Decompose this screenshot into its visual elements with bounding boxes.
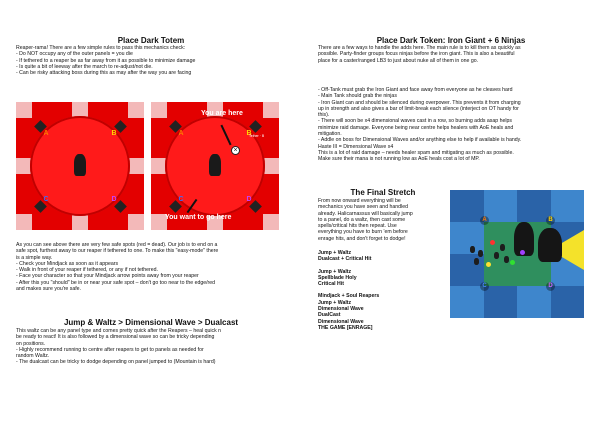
iron-giant-tips xyxy=(318,87,584,163)
tip-line: minimize raid damage. Everyone being near centre helps healers with AoE heals and xyxy=(318,124,514,131)
totem-explanation xyxy=(16,242,286,292)
rotation-step: Dimensional Wave xyxy=(318,306,364,313)
tip-line: - There will soon be x4 dimensional waves cast in a row, so burning adds asap helps xyxy=(318,118,512,125)
tip-line: Make sure their mana is not running low as AoE heals cost a lot of MP. xyxy=(318,156,480,163)
paragraph-line: spells/critical hits then repeat. Use xyxy=(318,223,397,230)
rule-item: - Is quite a bit of leeway after the march to re-adjust/not die. xyxy=(16,63,153,70)
paragraph-line: possible. Party-finder groups focus ninjas before the iron giant. This is also a beautiful xyxy=(318,51,515,58)
section-title-jump-waltz: Jump & Waltz > Dimensional Wave > Dualcast xyxy=(63,318,239,327)
paragraph-line: is a simple way. xyxy=(16,254,53,261)
ninja-icon xyxy=(478,250,483,257)
tip-line: this). xyxy=(318,112,330,119)
totem-diagrams xyxy=(16,102,286,230)
rotation-step: DualCast xyxy=(318,312,341,319)
paragraph-line: be ready to react! It is also followed by a dimensional wave so can be tricky depending xyxy=(16,334,215,341)
paragraph-line: - After this you "should" be in or near your safe spot – don't go too near to the edge/red xyxy=(16,279,216,286)
dark-totem-icon xyxy=(209,154,221,176)
paragraph-line: As you can see above there are very few safe spots (red = dead). Our job is to end on a xyxy=(16,242,218,248)
paragraph-line: and makes sure you're safe. xyxy=(16,286,82,293)
paragraph-line: to a panel, do a waltz, then cast some xyxy=(318,216,406,223)
waymark-c: C xyxy=(480,282,489,291)
section-title-iron-giant: Place Dark Token: Iron Giant + 6 Ninjas xyxy=(376,36,526,45)
section-title-dark-totem: Place Dark Totem xyxy=(117,36,185,45)
rule-item: - Do NOT occupy any of the outer panels = you die xyxy=(16,51,133,58)
tether-tag: Tether · B xyxy=(249,134,265,138)
jump-waltz-body xyxy=(16,328,286,366)
party-member-icon xyxy=(486,262,491,267)
final-rotation xyxy=(318,250,446,337)
dark-totem-icon xyxy=(74,154,86,176)
tip-line: - Iron Giant can and should be silenced during overpower. This prevents it from charging xyxy=(318,99,521,106)
rotation-step: Jump + Waltz xyxy=(318,299,352,306)
you-want-to-go-here-label: You want to go here xyxy=(165,214,232,221)
iron-giant-screenshot xyxy=(450,190,584,318)
paragraph-line: random Waltz. xyxy=(16,353,50,360)
tip-line: mitigation. xyxy=(318,131,342,138)
waymark-b: B xyxy=(246,130,252,137)
paragraph-line: enrage hits, and don't forget to dodge! xyxy=(318,235,406,242)
paragraph-line: - Highly recommend running to centre after reapers to get to panels as needed for xyxy=(16,346,204,353)
paragraph-line: - Face your character so that your Mindjack arrow points away from your reaper xyxy=(16,273,199,280)
ninja-icon xyxy=(504,256,509,263)
waymark-c: C xyxy=(178,196,184,203)
paragraph-line: - The dualcast can be tricky to dodge depending on panel jumped to (Mountain is hard) xyxy=(16,359,216,366)
you-are-here-label: You are here xyxy=(201,110,243,117)
waymark-d: D xyxy=(546,282,555,291)
player-position-icon: × xyxy=(231,146,240,155)
rotation-step: Critical Hit xyxy=(318,281,344,288)
iron-giant-icon xyxy=(538,228,562,262)
rotation-step: Dimensional Wave xyxy=(318,318,364,325)
paragraph-line: on positions. xyxy=(16,340,46,347)
ninja-icon xyxy=(494,252,499,259)
rotation-group xyxy=(318,269,446,288)
rule-item: - If tethered to a reaper be as far away from it as possible to minimize damage xyxy=(16,57,196,64)
paragraph-line: - Walk in front of your reaper if tethered, or any if not tethered. xyxy=(16,267,158,274)
iron-giant-intro xyxy=(318,45,584,64)
waymark-c: C xyxy=(43,196,49,203)
dark-totem-rule-list xyxy=(16,51,286,76)
rotation-step: Jump + Waltz xyxy=(318,250,352,256)
waymark-b: B xyxy=(546,216,555,225)
ninja-icon xyxy=(470,246,475,253)
rotation-step: Spellblade Holy xyxy=(318,274,357,281)
waymark-d: D xyxy=(246,196,252,203)
party-member-icon xyxy=(520,250,525,255)
waymark-a: A xyxy=(43,130,49,137)
tip-line: up in strength and also gives a bar of limit-break each silence (interject on OT handy for xyxy=(318,105,519,112)
rotation-step: THE GAME [ENRAGE] xyxy=(318,324,373,331)
paragraph-line: already. Halicarnassus will basically jump xyxy=(318,210,413,217)
tip-line: - Main Tank should grab the ninjas xyxy=(318,93,397,100)
waymark-a: A xyxy=(480,216,489,225)
ninja-icon xyxy=(500,244,505,251)
tip-line: - Addle on boss for Dimensional Waves and/or anything else to help if available is handy. xyxy=(318,137,522,144)
paragraph-line: There are a few ways to handle the adds here. The main rule is to kill them as quickly as xyxy=(318,45,521,51)
paragraph-line: mechanics you have seen and handled xyxy=(318,204,408,211)
danger-map-image xyxy=(16,102,144,230)
paragraph-line: From now onward everything will be xyxy=(318,198,401,204)
rotation-step: Dualcast + Critical Hit xyxy=(318,256,372,263)
final-stretch-body xyxy=(318,198,446,242)
rotation-group xyxy=(318,250,446,263)
paragraph-line: - Check your Mindjack as soon as it appears xyxy=(16,260,119,267)
ninja-icon xyxy=(474,258,479,265)
paragraph-line: everything you have to burn 'em before xyxy=(318,229,408,236)
paragraph-line: safe spot, furthest away to our reaper if tethered to one. To make this "easy-mode" there xyxy=(16,248,219,255)
tip-line: This is a lot of raid damage – needs healer spam and mitigating as much as possible. xyxy=(318,149,514,156)
tip-line: Haste III = Dimensional Wave x4 xyxy=(318,143,394,150)
section-title-final-stretch: The Final Stretch xyxy=(350,188,416,197)
dark-totem-intro: Reaper-rama! There are a few simple rules to pass this mechanics check: xyxy=(16,45,186,51)
tether-map-image xyxy=(151,102,279,230)
dark-totem-rules xyxy=(16,45,286,76)
paragraph-line: This waltz can be any panel type and comes pretty quick after the Reapers – heal quick n xyxy=(16,328,222,334)
party-member-icon xyxy=(510,260,515,265)
tip-line: - Off-Tank must grab the Iron Giant and face away from everyone as he cleaves hard xyxy=(318,87,513,93)
rotation-group xyxy=(318,293,446,331)
party-member-icon xyxy=(490,240,495,245)
paragraph-line: place for a caster/ranged LB3 to just about nuke all of them in one go. xyxy=(318,57,479,64)
rotation-step: Mindjack + Soul Reapers xyxy=(318,293,380,300)
waymark-a: A xyxy=(178,130,184,137)
rotation-step: Jump + Waltz xyxy=(318,268,352,275)
waymark-b: B xyxy=(111,130,117,137)
rule-item: - Can be risky attacking boss during this as may after the way you are facing xyxy=(16,70,192,77)
waymark-d: D xyxy=(111,196,117,203)
